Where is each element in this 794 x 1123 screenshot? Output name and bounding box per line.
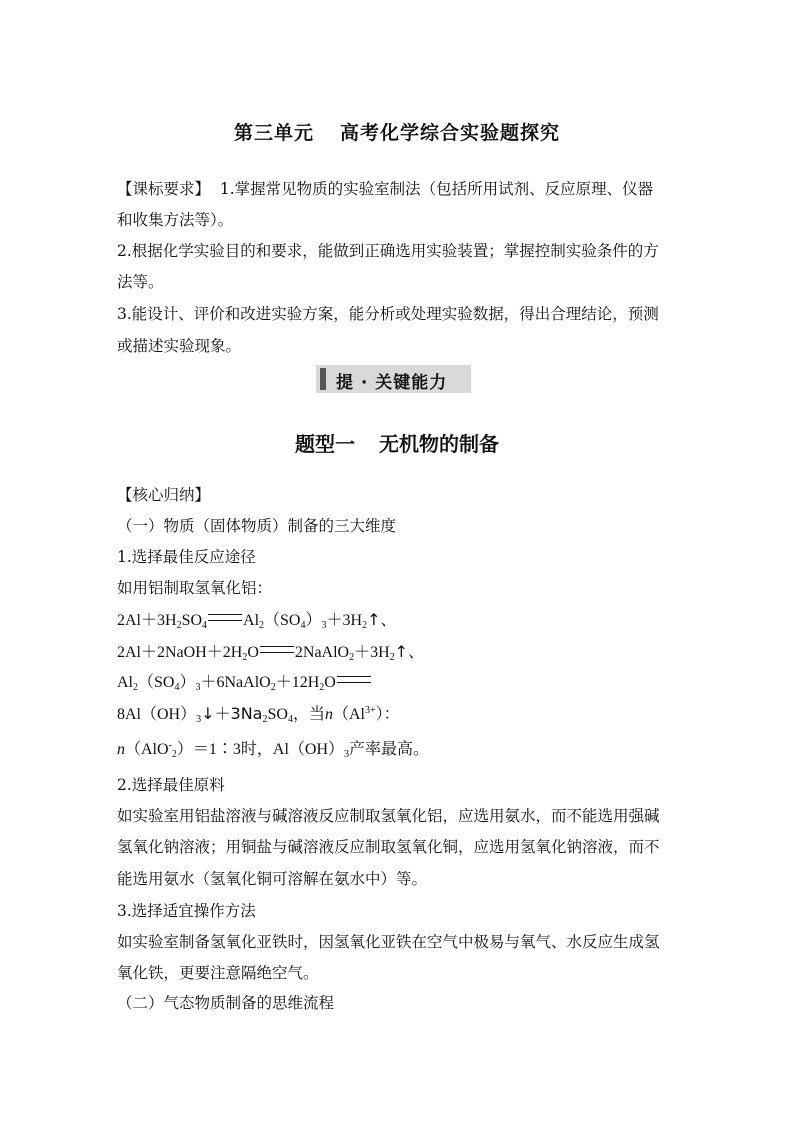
requirement-2-cont: 法等。 <box>117 273 164 291</box>
section-2-heading: （二）气态物质制备的思维流程 <box>117 994 335 1012</box>
requirement-1-cont: 和收集方法等）。 <box>117 211 234 229</box>
section-1-heading: （一）物质（固体物质）制备的三大维度 <box>117 517 397 535</box>
core-summary-heading: 【核心归纳】 <box>117 486 211 504</box>
point-3-text-2: 氧化铁，更要注意隔绝空气。 <box>117 964 319 982</box>
unit-title <box>0 118 794 145</box>
unit-number: 第三单元 <box>233 122 314 144</box>
point-2-heading: 2.选择最佳原料 <box>117 776 225 794</box>
unit-name: 高考化学综合实验题探究 <box>340 122 561 144</box>
equation-1: $2Al+3H_2SO_4$ $Al_2(SO_4)_3+3H_2↑$、 <box>117 610 397 631</box>
equation-3: $Al_2(SO_4)_3+6NaAlO_2+12H_2O$ <box>117 673 679 693</box>
equation-2: $2Al+2NaOH+2H_2O$ $2NaAlO_2+3H_2↑$、 <box>117 642 425 663</box>
equals-sign <box>337 676 371 683</box>
requirement-1: 【课标要求】 1.掌握常见物质的实验室制法（包括所用试剂、反应原理、仪器 <box>117 180 654 198</box>
banner-text: 提 · 关键能力 <box>336 373 448 393</box>
question-type-title: 题型一 无机物的制备 <box>295 432 499 456</box>
equation-5: n（AlO-$_2$）＝1∶3时，$Al(OH)_3$产率最高。 <box>117 740 430 760</box>
point-2-text-2: 氢氧化钠溶液；用铜盐与碱溶液反应制取氢氧化铜，应选用氢氧化钠溶液，而不 <box>117 838 660 856</box>
point-3-text-1: 如实验室制备氢氧化亚铁时，因氢氧化亚铁在空气中极易与氧气、水反应生成氢 <box>117 933 660 951</box>
banner-bar <box>320 368 326 390</box>
requirement-3-cont: 或描述实验现象。 <box>117 337 242 355</box>
point-2-text-3: 能选用氨水（氢氧化铜可溶解在氨水中）等。 <box>117 870 428 888</box>
equals-sign <box>260 646 294 653</box>
equation-4: $8Al(OH)_3↓+3Na_2SO_4$，当$n(Al^{3+})$： <box>117 704 400 725</box>
section-banner <box>316 365 471 393</box>
equals-sign <box>208 614 242 621</box>
point-1-heading: 1.选择最佳反应途径 <box>117 548 256 566</box>
requirements-label: 【课标要求】 <box>117 180 211 198</box>
requirement-2: 2.根据化学实验目的和要求，能做到正确选用实验装置；掌握控制实验条件的方 <box>117 242 659 260</box>
point-1-intro: 如用铝制取氢氧化铝： <box>117 579 273 597</box>
point-3-heading: 3.选择适宜操作方法 <box>117 902 256 920</box>
point-2-text-1: 如实验室用铝盐溶液与碱溶液反应制取氢氧化铝，应选用氨水，而不能选用强碱 <box>117 807 660 825</box>
requirement-3: 3.能设计、评价和改进实验方案，能分析或处理实验数据，得出合理结论，预测 <box>117 305 659 323</box>
